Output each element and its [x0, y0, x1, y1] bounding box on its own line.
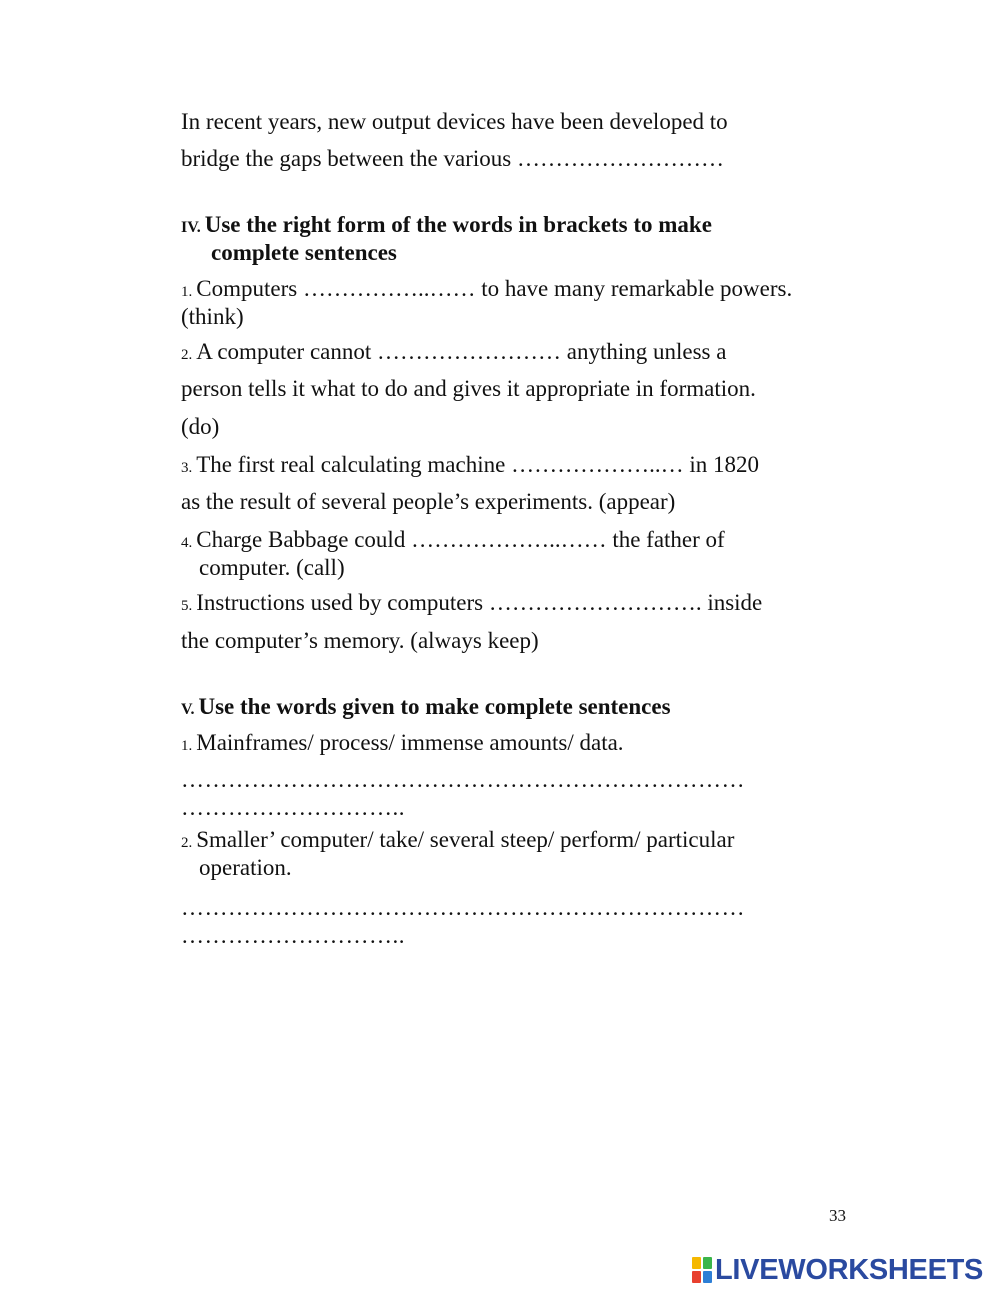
- section-v-title: Use the words given to make complete sentences: [198, 694, 671, 719]
- iv-item-3: [181, 451, 759, 482]
- iv-item-2-hint: (do): [181, 414, 220, 439]
- liveworksheets-mark-icon: [692, 1257, 712, 1283]
- v-item-1-number: 1.: [181, 738, 193, 754]
- section-v-heading: [181, 693, 671, 724]
- iv-item-1-text: Computers ……………..…… to have many remarkable powers.: [196, 276, 793, 301]
- v-item-2-line-2: operation.: [199, 855, 292, 880]
- v-item-2: [181, 826, 734, 857]
- intro-line-2: [181, 145, 724, 173]
- v-item-1: [181, 729, 624, 760]
- iv-item-3-line-2: as the result of several people’s experiments. (appear): [181, 489, 676, 514]
- iv-item-5-text: Instructions used by computers ………………………. inside: [196, 590, 763, 615]
- v-item-2-answer-line-2[interactable]: ………………………..: [181, 923, 405, 948]
- iv-item-1: [181, 275, 792, 306]
- liveworksheets-logo-text: LIVEWORKSHEETS: [715, 1254, 984, 1286]
- section-iv-title-2: complete sentences: [211, 240, 397, 265]
- section-iv-title-1: Use the right form of the words in brackets to make: [204, 212, 712, 237]
- iv-item-2-text: A computer cannot …………………… anything unless a: [196, 339, 727, 364]
- iv-item-2-line-2: person tells it what to do and gives it appropriate in formation.: [181, 376, 756, 401]
- iv-item-1-number: 1.: [181, 284, 193, 300]
- iv-item-5-number: 5.: [181, 598, 193, 614]
- v-item-1-answer-line-2[interactable]: ………………………..: [181, 795, 405, 820]
- v-item-2-answer-line-1[interactable]: ………………………………………………………………: [181, 895, 745, 920]
- section-iv-heading: [181, 211, 712, 242]
- logo-mark-square: [692, 1271, 701, 1283]
- iv-item-4-number: 4.: [181, 535, 193, 551]
- intro-line-2-text: bridge the gaps between the various ………………………: [181, 146, 724, 171]
- iv-item-2-number: 2.: [181, 347, 193, 363]
- section-iv-numeral: IV.: [181, 219, 201, 236]
- logo-mark-square: [703, 1271, 712, 1283]
- intro-line-1: In recent years, new output devices have been developed to: [181, 109, 728, 134]
- v-item-2-text: Smaller’ computer/ take/ several steep/ perform/ particular: [196, 827, 735, 852]
- logo-mark-square: [692, 1257, 701, 1269]
- iv-item-4-text: Charge Babbage could ………………..…… the father of: [196, 527, 725, 552]
- liveworksheets-logo: [692, 1252, 992, 1288]
- logo-mark-square: [703, 1257, 712, 1269]
- iv-item-1-hint: (think): [181, 304, 244, 329]
- iv-item-5: [181, 589, 762, 620]
- v-item-1-answer-line-1[interactable]: ………………………………………………………………: [181, 767, 745, 792]
- iv-item-4: [181, 526, 725, 557]
- page-number: 33: [829, 1206, 846, 1225]
- iv-item-5-line-2: the computer’s memory. (always keep): [181, 628, 539, 653]
- v-item-1-text: Mainframes/ process/ immense amounts/ data.: [196, 730, 624, 755]
- iv-item-3-text: The first real calculating machine ………………..… in 1820: [196, 452, 759, 477]
- iv-item-2: [181, 338, 726, 369]
- iv-item-3-number: 3.: [181, 460, 193, 476]
- iv-item-4-line-2: computer. (call): [199, 555, 345, 580]
- section-v-numeral: V.: [181, 701, 195, 718]
- v-item-2-number: 2.: [181, 835, 193, 851]
